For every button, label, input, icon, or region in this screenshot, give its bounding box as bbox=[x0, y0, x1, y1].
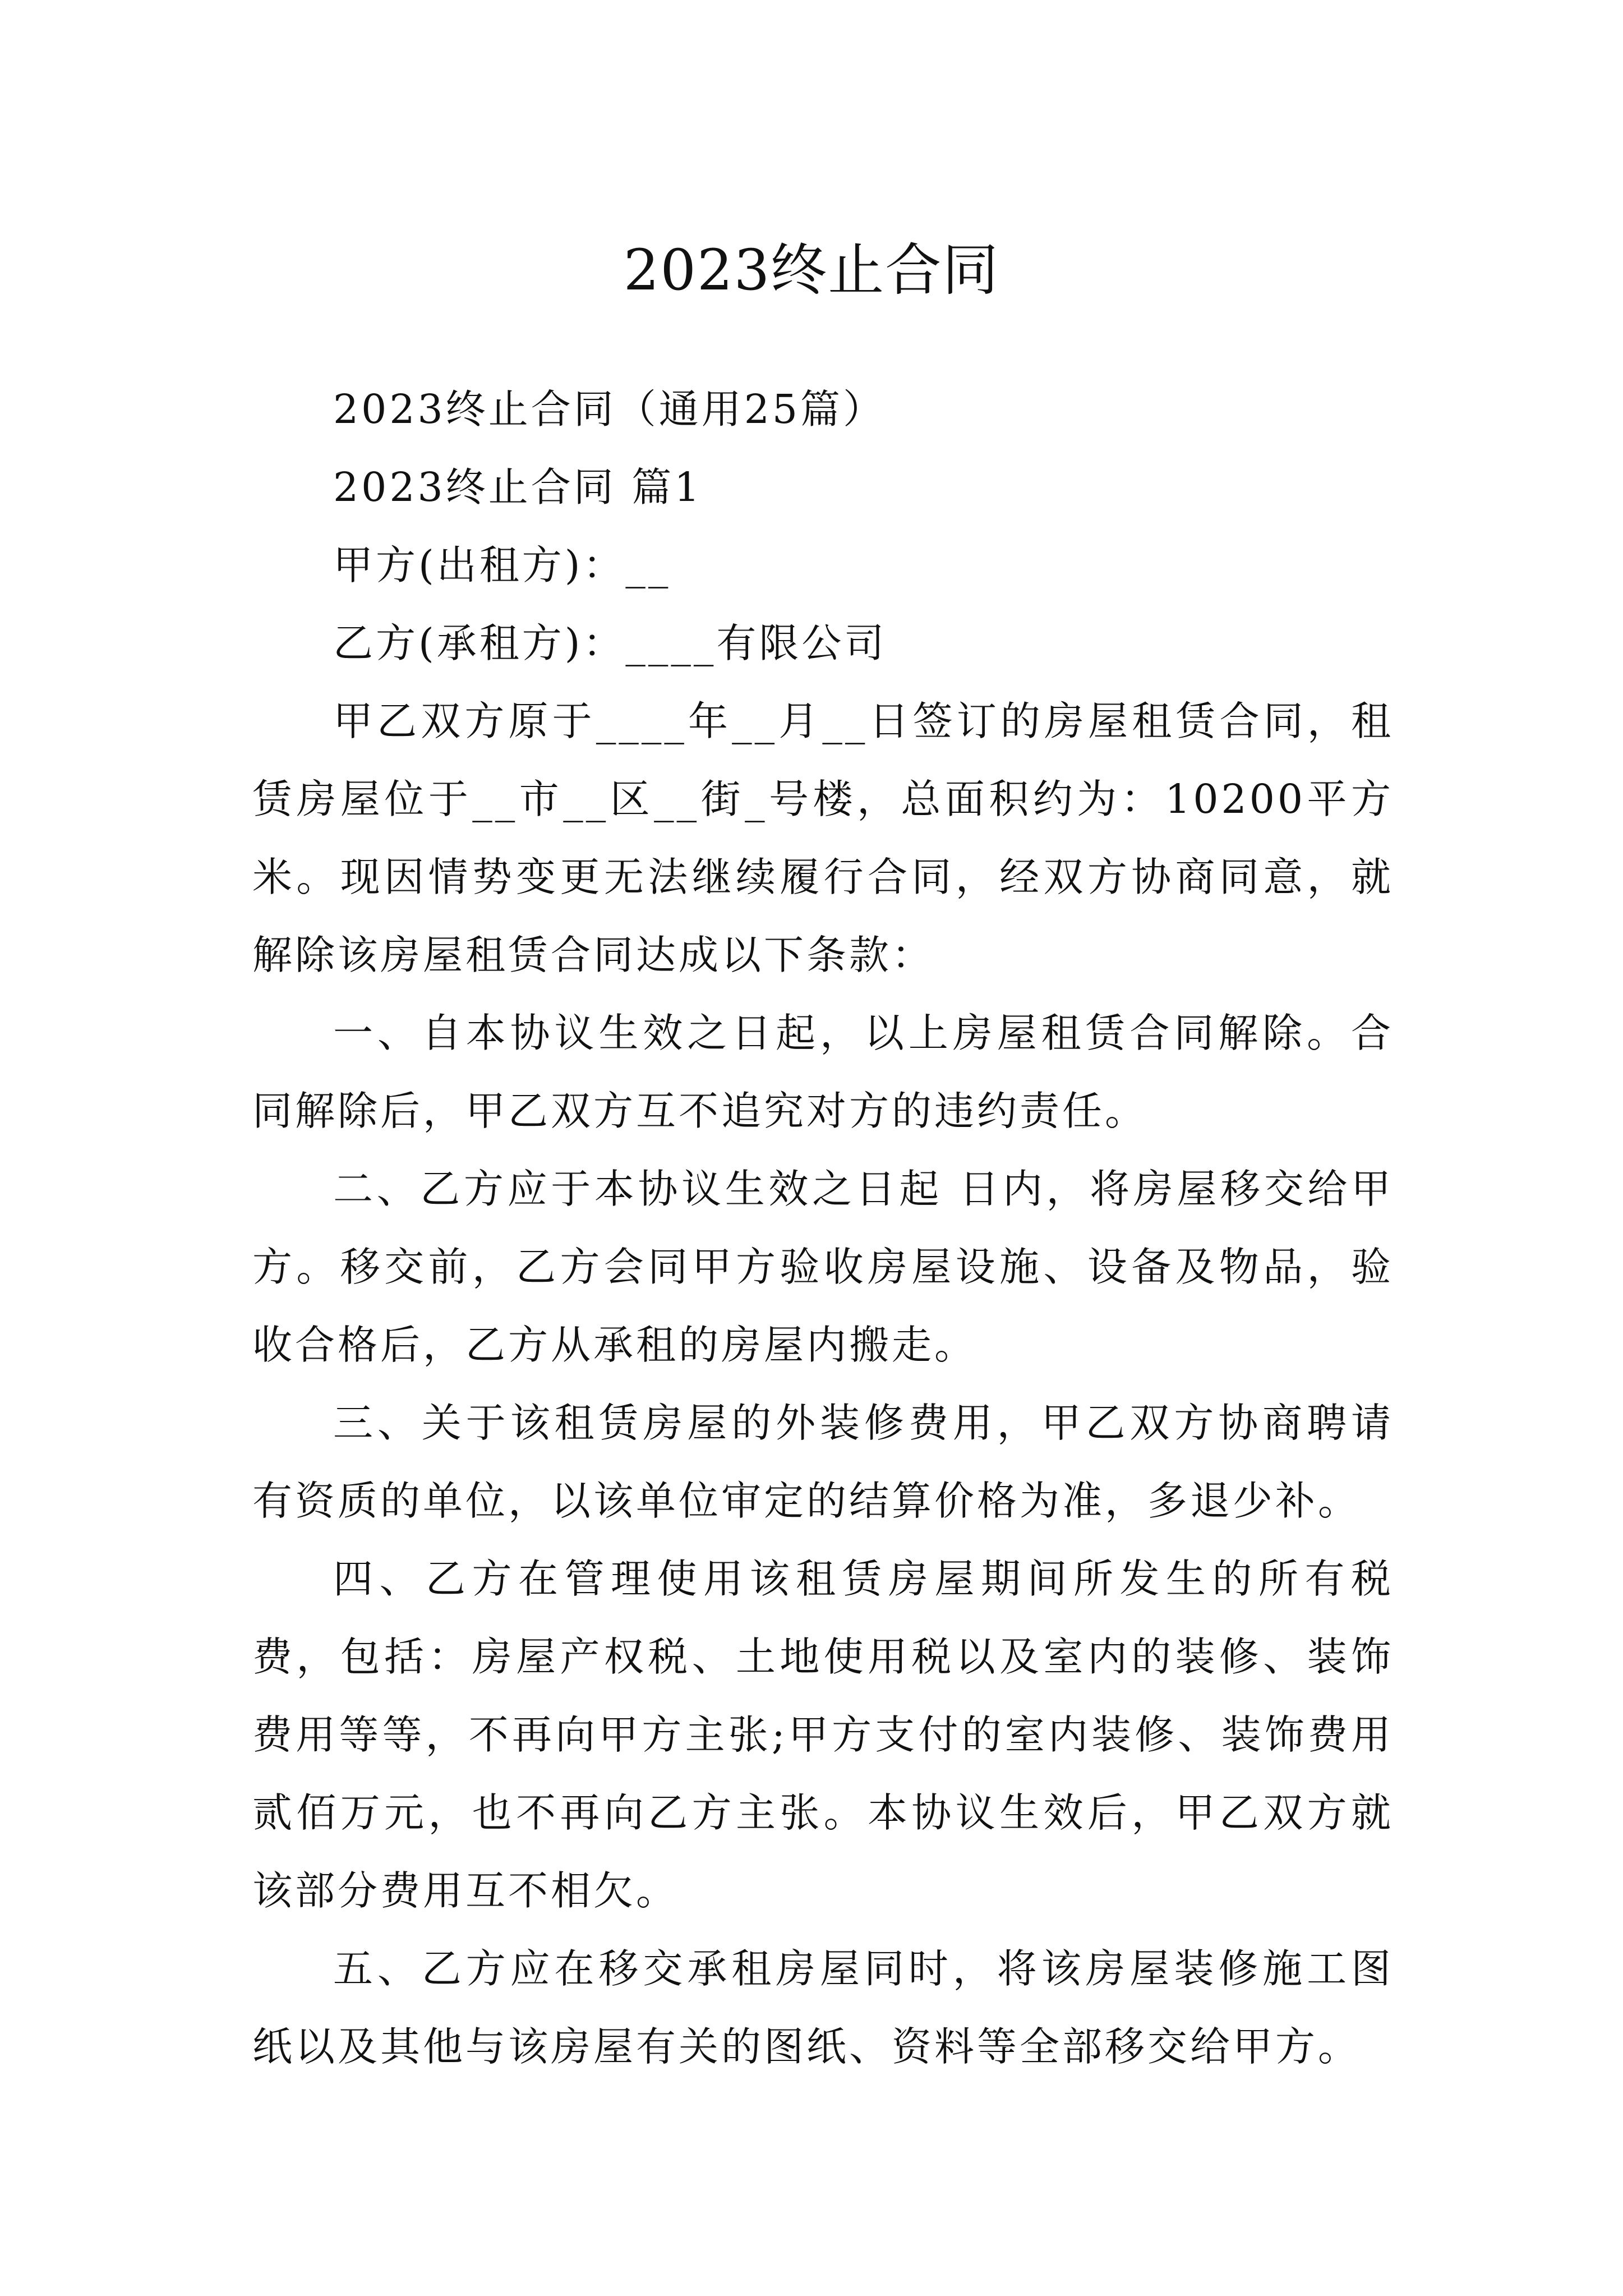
clause-4: 四、乙方在管理使用该租赁房屋期间所发生的所有税费，包括：房屋产权税、土地使用税以及室内的装修、装饰费用等等，不再向甲方主张;甲方支付的室内装修、装饰费用贰佰万元，也不再向乙方主张。本协议生效后，甲乙双方就该部分费用互不相欠。 bbox=[252, 1556, 1394, 1914]
clause-2: 二、乙方应于本协议生效之日起 日内，将房屋移交给甲方。移交前，乙方会同甲方验收房屋设施、设备及物品，验收合格后，乙方从承租的房屋内搬走。 bbox=[252, 1166, 1394, 1368]
preamble-paragraph: 甲乙双方原于____年__月__日签订的房屋租赁合同，租赁房屋位于__市__区__街_号楼，总面积约为：10200平方米。现因情势变更无法继续履行合同，经双方协商同意，就解除该房屋租赁合同达成以下条款： bbox=[252, 698, 1394, 978]
document-title: 2023终止合同 bbox=[623, 237, 1000, 303]
party-b-line: 乙方(承租方)：____有限公司 bbox=[333, 620, 887, 666]
subtitle-line: 2023终止合同（通用25篇） bbox=[333, 386, 886, 432]
clause-1: 一、自本协议生效之日起，以上房屋租赁合同解除。合同解除后，甲乙双方互不追究对方的违约责任。 bbox=[252, 1010, 1394, 1134]
section-heading: 2023终止合同 篇1 bbox=[333, 464, 703, 510]
clause-5: 五、乙方应在移交承租房屋同时，将该房屋装修施工图纸以及其他与该房屋有关的图纸、资料等全部移交给甲方。 bbox=[252, 1945, 1394, 2070]
party-a-line: 甲方(出租方)：__ bbox=[333, 542, 671, 588]
clause-3: 三、关于该租赁房屋的外装修费用，甲乙双方协商聘请有资质的单位，以该单位审定的结算价格为准，多退少补。 bbox=[252, 1400, 1394, 1524]
document-body bbox=[252, 370, 1394, 2086]
